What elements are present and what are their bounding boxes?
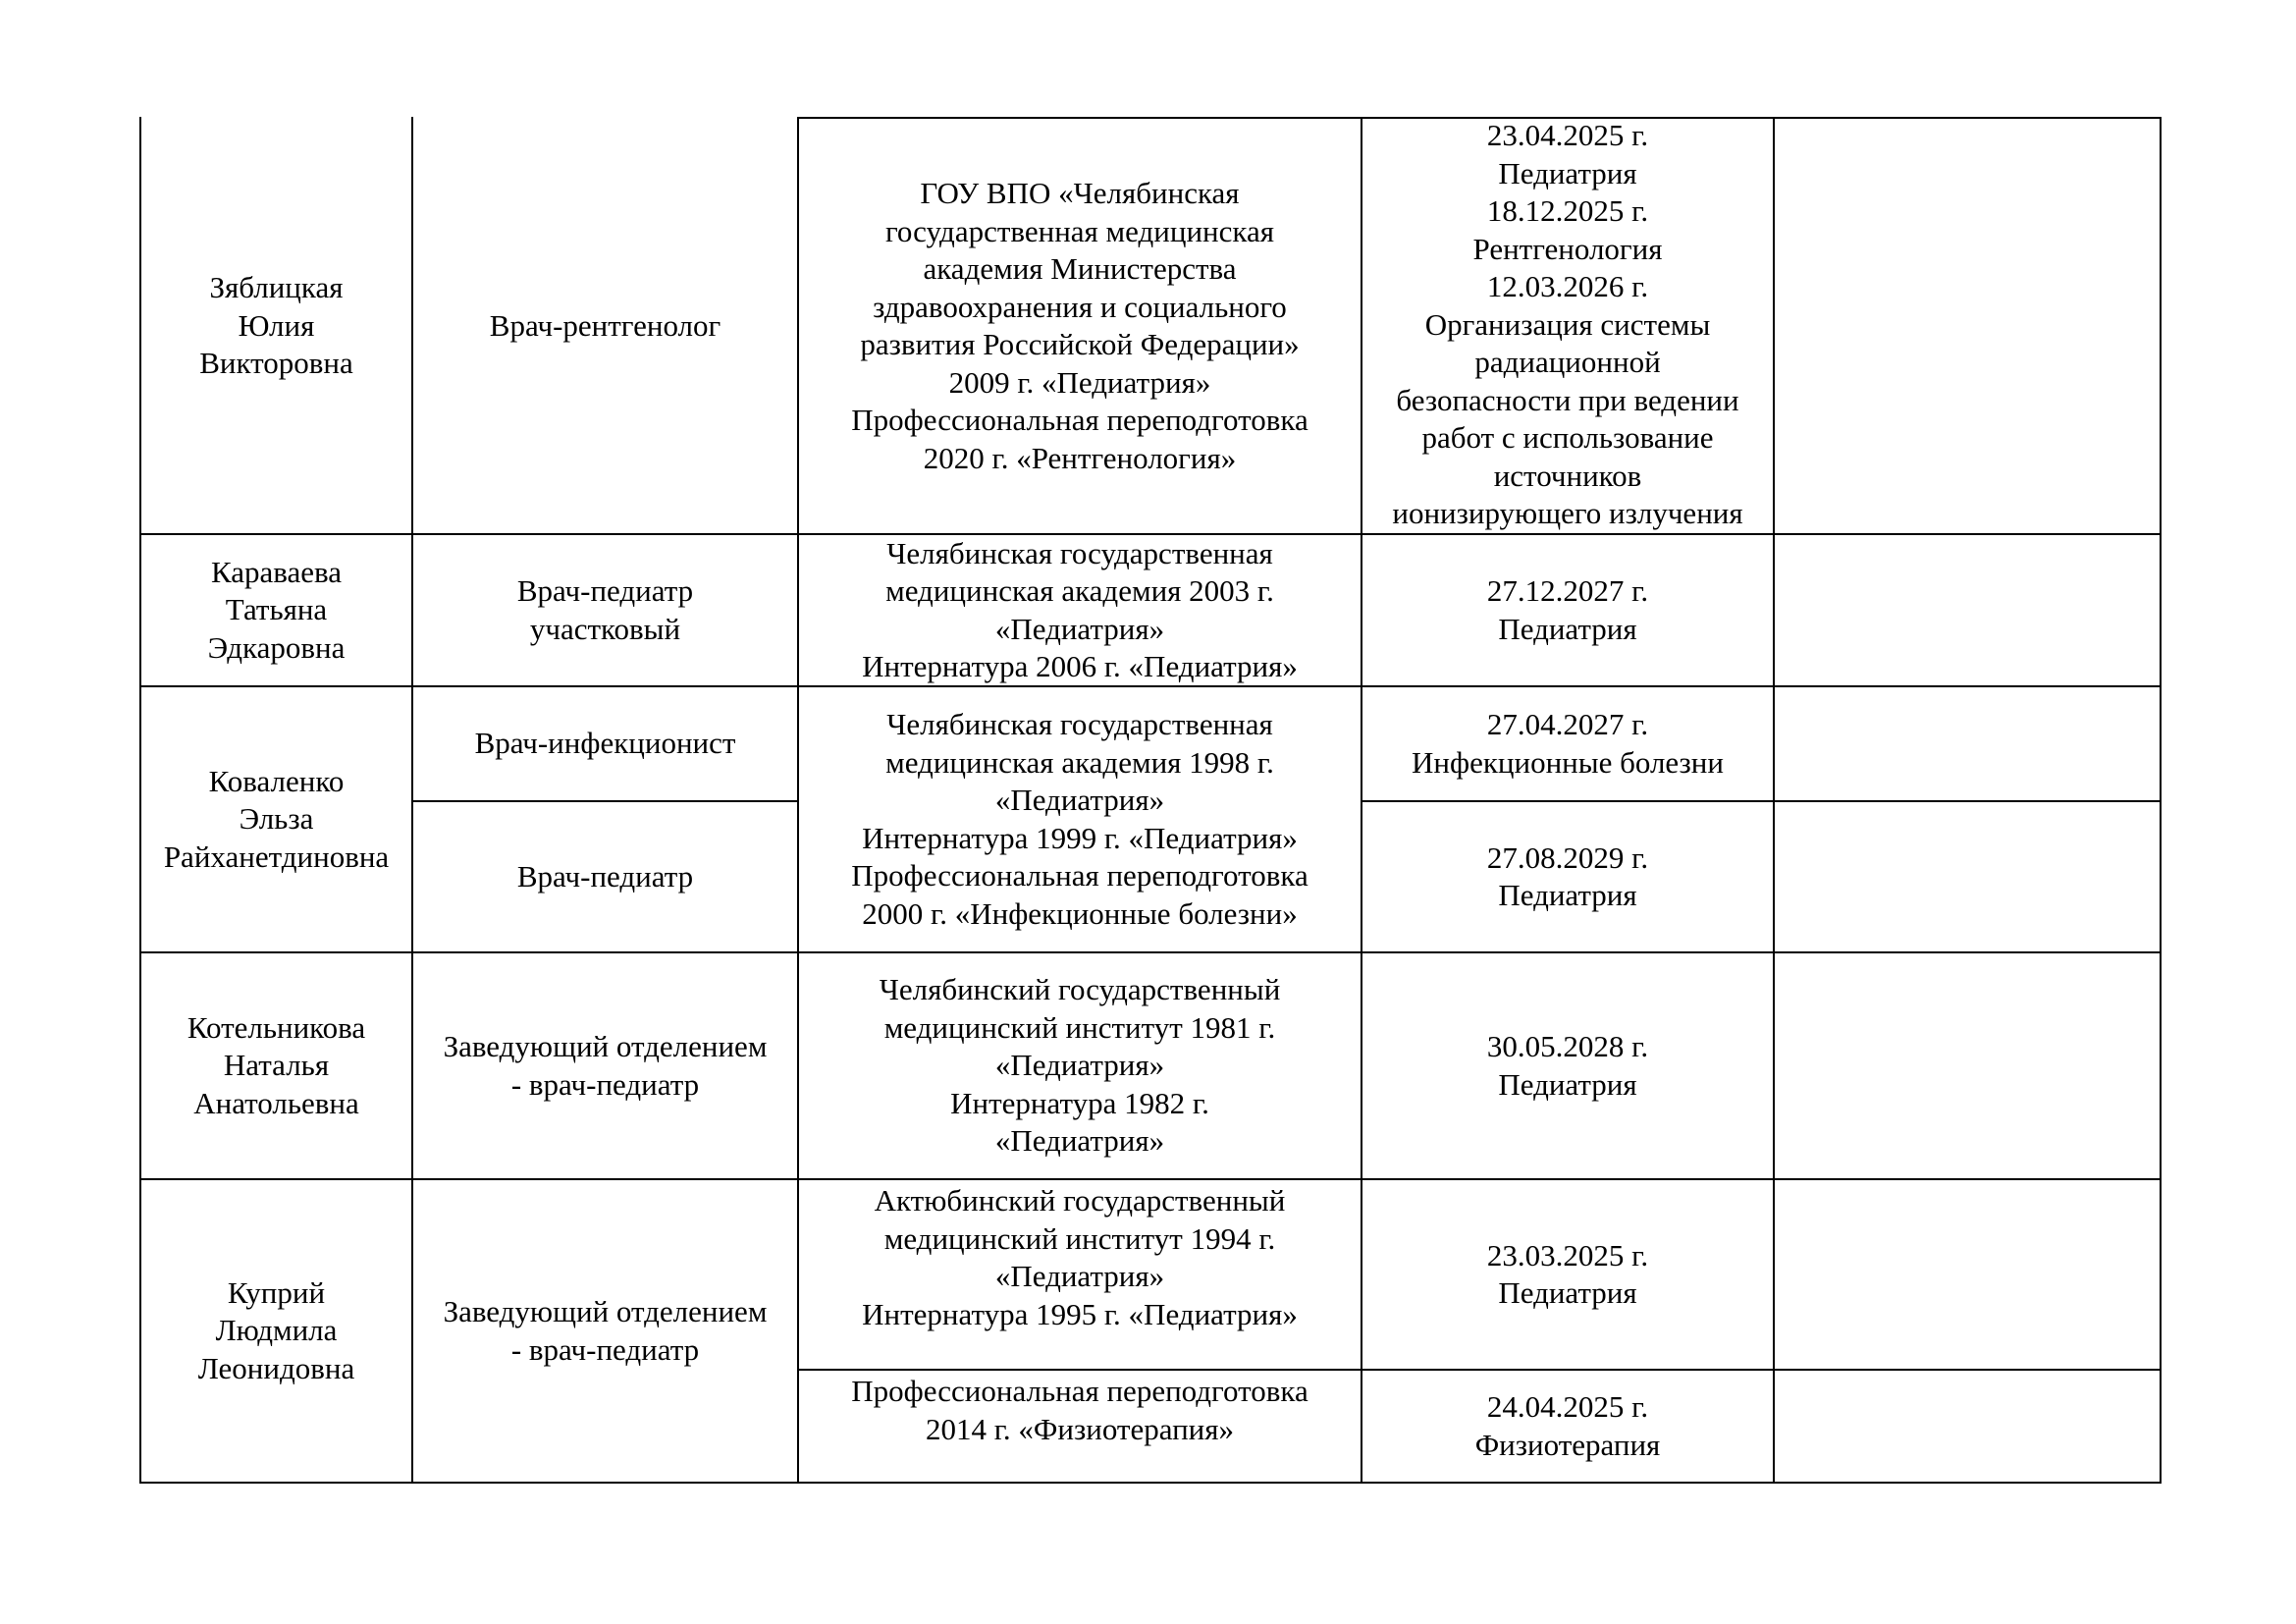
position-cell: Врач-педиатр участковый [516, 573, 694, 646]
note-cell [1775, 802, 2160, 951]
employee-name: Караваева Татьяна Эдкаровна [207, 554, 346, 665]
certificate-cell: 30.05.2028 г. Педиатрия [1486, 1029, 1649, 1102]
employee-name: Зяблицкая Юлия Викторовна [199, 270, 353, 381]
position-cell: Врач-инфекционист [474, 726, 736, 761]
certificate-cell: 27.12.2027 г. Педиатрия [1486, 573, 1649, 646]
education-cell: Челябинская государственная медицинская академия 2003 г. «Педиатрия» Интернатура 2006 г. «Педиатрия» [862, 535, 1298, 683]
table-border [139, 1482, 2162, 1484]
employee-name: Котельникова Наталья Анатольевна [187, 1009, 366, 1120]
position-cell: Заведующий отделением - врач-педиатр [443, 1029, 768, 1102]
certificate-cell: 23.03.2025 г. Педиатрия [1486, 1237, 1649, 1310]
certificate-cell: 23.04.2025 г. Педиатрия 18.12.2025 г. Рентгенология 12.03.2026 г. Организация системы радиационной безопасности при ведении работ с использование источников ионизирующего излучения [1392, 118, 1743, 530]
employee-name: Коваленко Эльза Райханетдиновна [163, 763, 390, 874]
note-cell [1775, 535, 2160, 685]
note-cell [1775, 953, 2160, 1178]
position-cell: Врач-педиатр [516, 858, 694, 893]
position-cell: Заведующий отделением - врач-педиатр [443, 1294, 768, 1367]
employee-name: Куприй Людмила Леонидовна [197, 1274, 355, 1385]
certificate-cell: 27.08.2029 г. Педиатрия [1486, 839, 1649, 912]
education-cell: Челябинская государственная медицинская академия 1998 г. «Педиатрия» Интернатура 1999 г. «Педиатрия» Профессиональная переподготовка 2000 г. «Инфекционные болезни» [851, 707, 1308, 931]
certificate-cell: 27.04.2027 г. Инфекционные болезни [1412, 707, 1724, 780]
note-cell [1775, 1371, 2160, 1482]
education-cell: Челябинский государственный медицинский институт 1981 г. «Педиатрия» Интернатура 1982 г. «Педиатрия» [879, 972, 1281, 1159]
education-cell: ГОУ ВПО «Челябинская государственная медицинская академия Министерства здравоохранения и социального развития Российской Федерации» 2009 г. «Педиатрия» Профессиональная переподготовка 2020 г. «Рентгенология» [851, 176, 1308, 475]
note-cell [1775, 1180, 2160, 1369]
certificate-cell: 24.04.2025 г. Физиотерапия [1474, 1389, 1661, 1462]
education-cell: Профессиональная переподготовка 2014 г. «Физиотерапия» [851, 1374, 1308, 1446]
note-cell [1775, 687, 2160, 800]
education-cell: Актюбинский государственный медицинский институт 1994 г. «Педиатрия» Интернатура 1995 г. «Педиатрия» [862, 1183, 1298, 1331]
note-cell [1775, 119, 2160, 533]
position-cell: Врач-рентгенолог [489, 307, 721, 343]
